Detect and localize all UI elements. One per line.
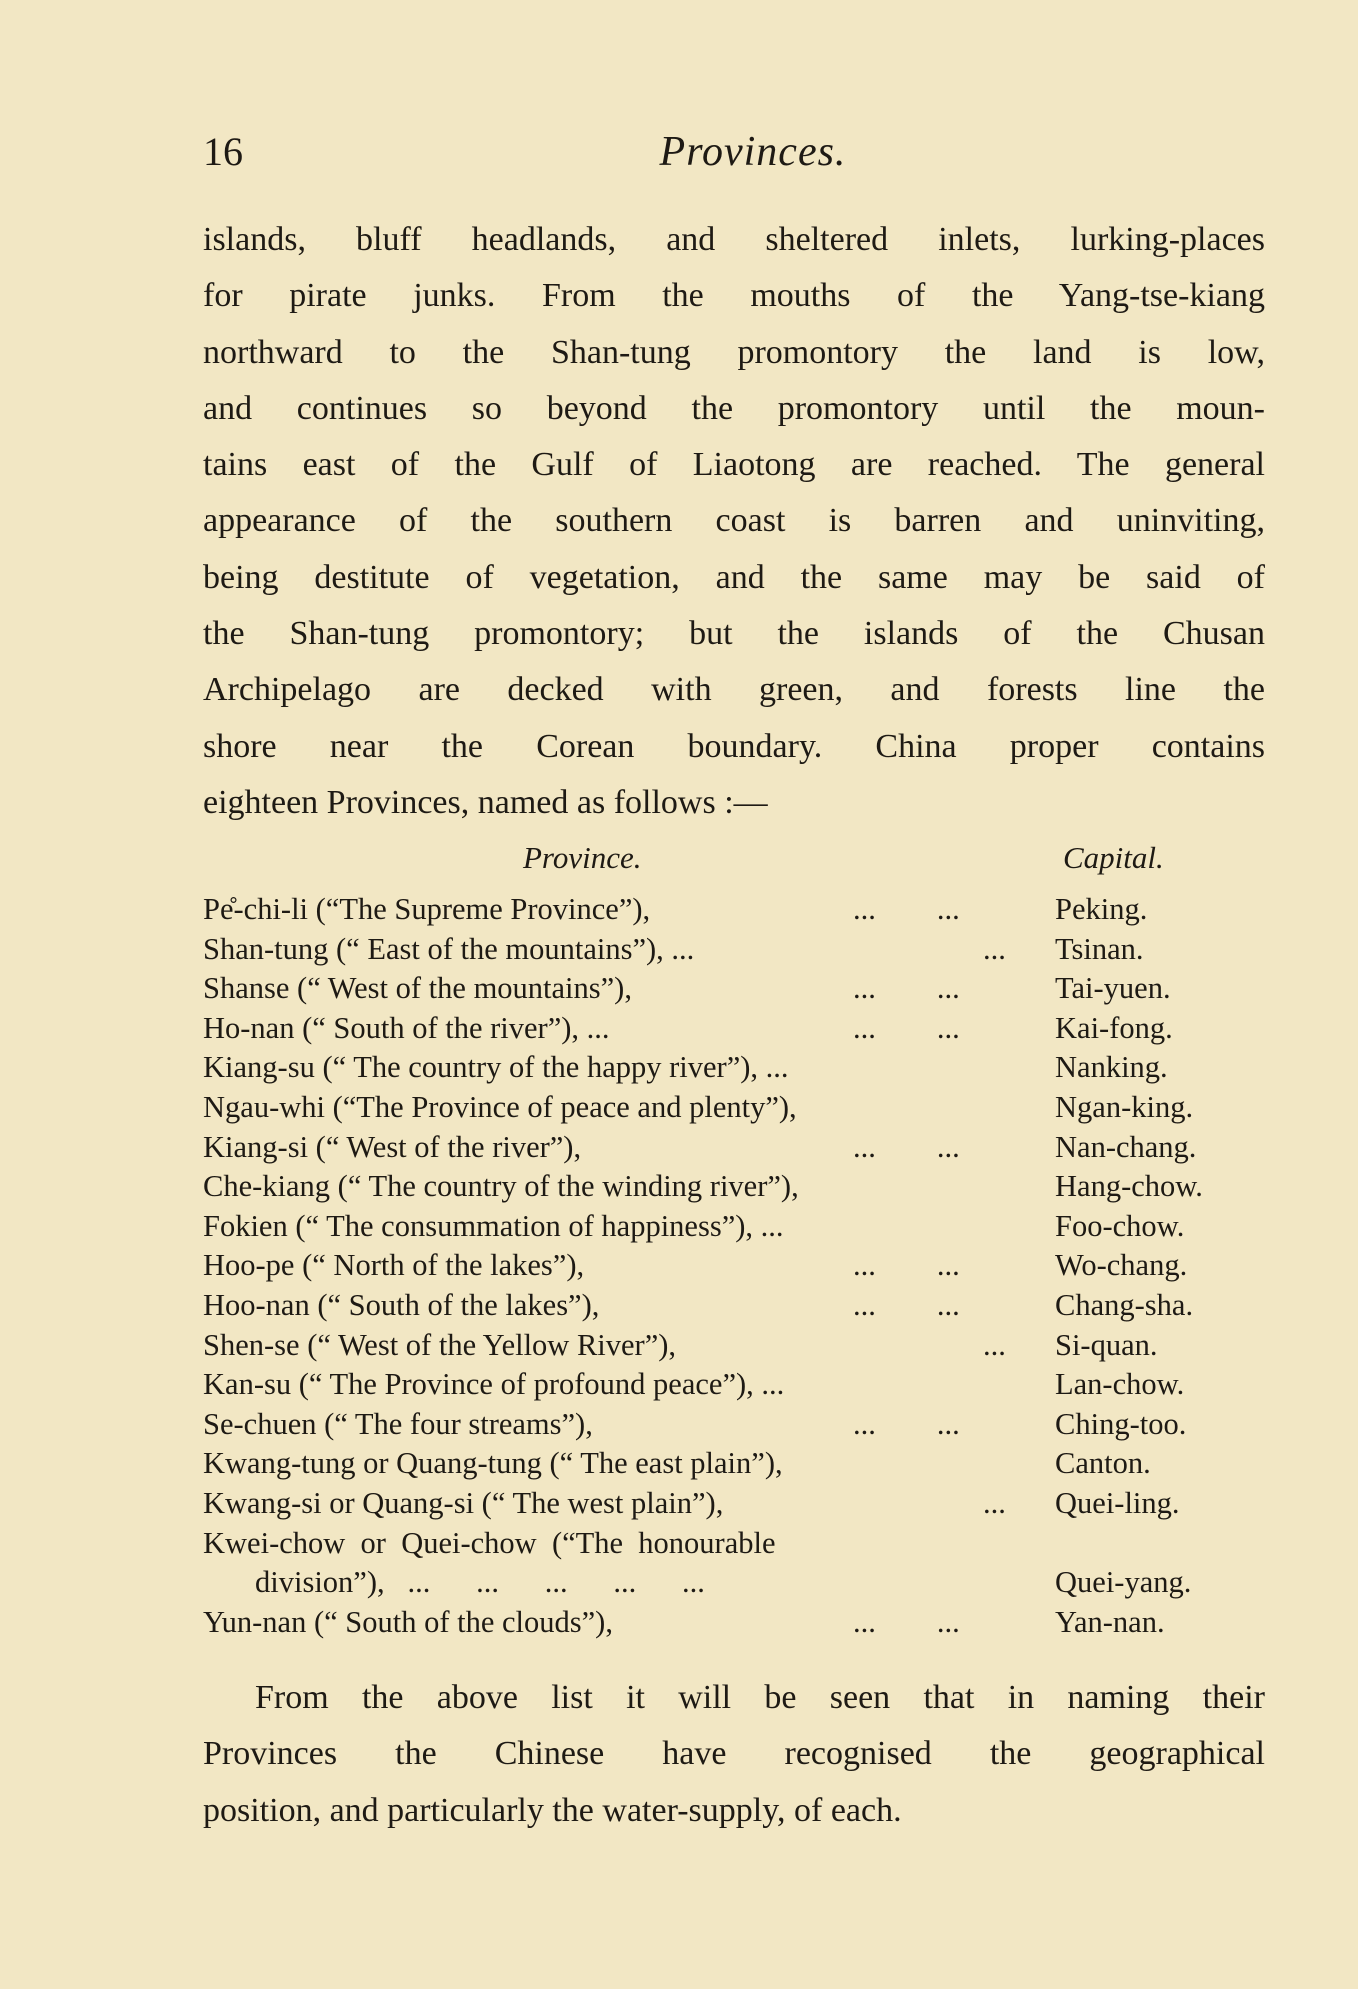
- text-line: tains east of the Gulf of Liaotong are reached. The general: [203, 446, 1265, 484]
- table-row: [203, 1090, 1265, 1130]
- text-line: Provinces the Chinese have recognised the geographical: [203, 1735, 1265, 1773]
- capital-name: Nanking.: [1055, 1050, 1168, 1085]
- leader-dots: ... ...: [853, 1287, 960, 1322]
- table-row: [203, 1605, 1265, 1645]
- table-row: [203, 1526, 1265, 1566]
- leader-dots: ... ...: [853, 1248, 960, 1283]
- leader-dots: ... ...: [853, 1129, 960, 1164]
- text-line: position, and particularly the water-supply, of each.: [203, 1791, 902, 1829]
- text-line: appearance of the southern coast is barren and uninviting,: [203, 502, 1265, 540]
- capital-name: Ngan-king.: [1055, 1089, 1194, 1124]
- text-line: and continues so beyond the promontory until the moun-: [203, 389, 1265, 427]
- province-column-header: Province.: [523, 840, 642, 875]
- running-head: [203, 128, 1263, 178]
- text-line: northward to the Shan-tung promontory the land is low,: [203, 333, 1265, 371]
- table-rows: [203, 892, 1265, 1644]
- capital-name: Wo-chang.: [1055, 1248, 1188, 1283]
- province-name: Yun-nan (“ South of the clouds”),: [203, 1604, 613, 1639]
- table-row: [203, 932, 1265, 972]
- running-title: Provinces.: [659, 129, 847, 175]
- table-row: [203, 1328, 1265, 1368]
- table-row: [203, 892, 1265, 932]
- capital-name: Tsinan.: [1055, 931, 1144, 966]
- table-row: [203, 1565, 1265, 1605]
- provinces-table: [203, 840, 1265, 1644]
- capital-name: Kai-fong.: [1055, 1010, 1173, 1045]
- table-row: [203, 1367, 1265, 1407]
- closing-paragraph: [203, 1670, 1265, 1839]
- province-name: Shan-tung (“ East of the mountains”), ...: [203, 931, 695, 966]
- table-row: [203, 1486, 1265, 1526]
- table-row: [203, 1011, 1265, 1051]
- leader-dots: ...: [983, 931, 1006, 966]
- text-line: shore near the Corean boundary. China proper contains: [203, 727, 1265, 765]
- province-name: Fokien (“ The consummation of happiness”), ...: [203, 1208, 784, 1243]
- table-row: [203, 971, 1265, 1011]
- table-header: [203, 840, 1265, 892]
- province-name: division”), ... ... ... ... ...: [255, 1565, 705, 1600]
- capital-name: Tai-yuen.: [1055, 971, 1171, 1006]
- table-row: [203, 1169, 1265, 1209]
- text-line: for pirate junks. From the mouths of the Yang-tse-kiang: [203, 277, 1265, 315]
- leader-dots: ...: [983, 1485, 1006, 1520]
- capital-column-header: Capital.: [1063, 840, 1164, 875]
- capital-name: Foo-chow.: [1055, 1208, 1185, 1243]
- table-row: [203, 1248, 1265, 1288]
- table-row: [203, 1446, 1265, 1486]
- intro-paragraph: [203, 212, 1265, 831]
- capital-name: Nan-chang.: [1055, 1129, 1197, 1164]
- leader-dots: ... ...: [853, 1406, 960, 1441]
- capital-name: Ching-too.: [1055, 1406, 1187, 1441]
- capital-name: Quei-yang.: [1055, 1565, 1192, 1600]
- leader-dots: ...: [983, 1327, 1006, 1362]
- table-row: [203, 1407, 1265, 1447]
- province-name: Ngau-whi (“The Province of peace and plenty”),: [203, 1089, 797, 1124]
- province-name: Pe̊-chi-li (“The Supreme Province”),: [203, 892, 651, 926]
- province-name: Kwang-tung or Quang-tung (“ The east plain”),: [203, 1446, 783, 1481]
- leader-dots: ... ...: [853, 971, 960, 1006]
- capital-name: Lan-chow.: [1055, 1367, 1185, 1402]
- province-name: Shanse (“ West of the mountains”),: [203, 971, 632, 1006]
- province-name: Hoo-nan (“ South of the lakes”),: [203, 1287, 600, 1322]
- province-name: Ho-nan (“ South of the river”), ...: [203, 1010, 610, 1045]
- province-name: Shen-se (“ West of the Yellow River”),: [203, 1327, 677, 1362]
- text-line: eighteen Provinces, named as follows :—: [203, 783, 768, 821]
- province-name: Kiang-su (“ The country of the happy river”), ...: [203, 1050, 789, 1085]
- table-row: [203, 1288, 1265, 1328]
- province-name: Se-chuen (“ The four streams”),: [203, 1406, 593, 1441]
- capital-name: Si-quan.: [1055, 1327, 1158, 1362]
- capital-name: Chang-sha.: [1055, 1287, 1194, 1322]
- table-row: [203, 1130, 1265, 1170]
- province-name: Kwang-si or Quang-si (“ The west plain”),: [203, 1485, 724, 1520]
- page-number: 16: [203, 129, 243, 174]
- text-line: the Shan-tung promontory; but the islands of the Chusan: [203, 615, 1265, 653]
- text-line: being destitute of vegetation, and the same may be said of: [203, 558, 1265, 596]
- province-name: Kiang-si (“ West of the river”),: [203, 1129, 582, 1164]
- table-row: [203, 1050, 1265, 1090]
- province-name: Che-kiang (“ The country of the winding river”),: [203, 1169, 799, 1204]
- text-line: From the above list it will be seen that in naming their: [255, 1679, 1265, 1716]
- text-line: Archipelago are decked with green, and forests line the: [203, 671, 1265, 709]
- capital-name: Hang-chow.: [1055, 1169, 1203, 1204]
- leader-dots: ... ...: [853, 1010, 960, 1045]
- province-name: Kwei-chow or Quei-chow (“The honourable: [203, 1525, 776, 1560]
- province-name: Hoo-pe (“ North of the lakes”),: [203, 1248, 585, 1283]
- capital-name: Canton.: [1055, 1446, 1151, 1481]
- leader-dots: ... ...: [853, 892, 960, 926]
- text-line: islands, bluff headlands, and sheltered inlets, lurking-places: [203, 221, 1265, 258]
- province-name: Kan-su (“ The Province of profound peace”), ...: [203, 1367, 785, 1402]
- capital-name: Peking.: [1055, 892, 1148, 926]
- capital-name: Quei-ling.: [1055, 1485, 1180, 1520]
- leader-dots: ... ...: [853, 1604, 960, 1639]
- table-row: [203, 1209, 1265, 1249]
- capital-name: Yan-nan.: [1055, 1604, 1165, 1639]
